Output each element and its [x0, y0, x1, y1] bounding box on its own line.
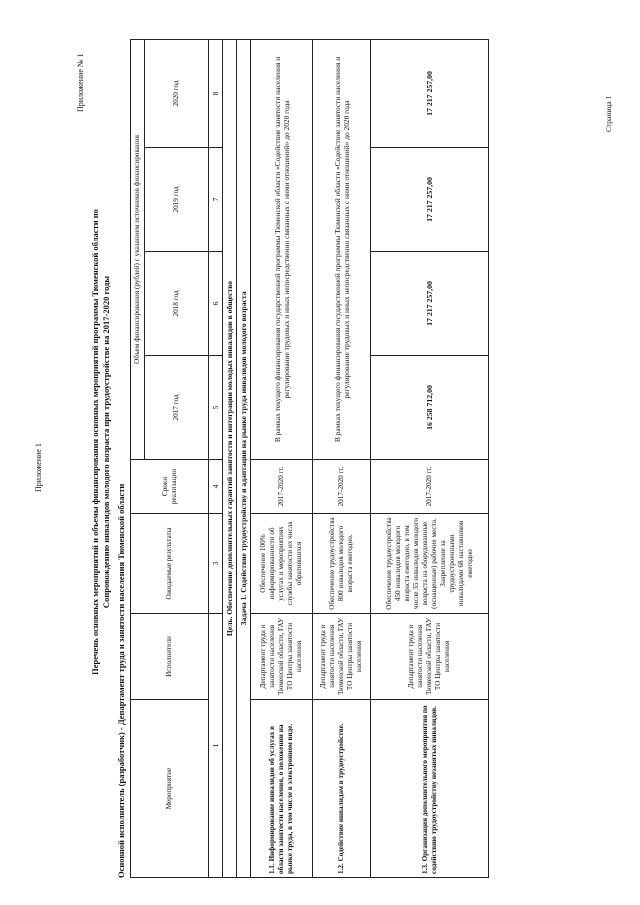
title-line-2: Сопровождению инвалидов молодого возраста при трудоустройстве на 2017-2020 годы [101, 275, 111, 609]
col-2018-header: 2018 год [145, 252, 209, 356]
col-funding-group-header: Объем финансирования (рублей) с указанием источников финансирования [131, 39, 145, 459]
task-row [237, 39, 251, 877]
amount-2018-cell: 17 217 257,00 [371, 252, 489, 356]
goal-row [223, 39, 237, 877]
col-number-3: 3 [209, 514, 223, 614]
appendix-label-center: Приложение 1 [34, 443, 43, 492]
header-row-1 [131, 39, 145, 877]
col-2020-header: 2020 год [145, 39, 209, 147]
measure-cell: 1.2. Содействие инвалидам в трудоустройстве. [313, 700, 371, 878]
amount-2017-cell: 16 258 712,00 [371, 356, 489, 460]
col-number-1: 1 [209, 614, 223, 878]
table-row [251, 39, 313, 877]
col-executors-header: Исполнители [131, 614, 209, 700]
col-number-6: 6 [209, 252, 223, 356]
landscape-sheet [20, 12, 620, 892]
measure-cell: 1.1. Информирование инвалидов об услугах в области занятости населения, о положении на рынке труда, в том числе в электронном виде. [251, 700, 313, 878]
table-row [371, 39, 489, 877]
col-number-5: 5 [209, 356, 223, 460]
col-number-8: 8 [209, 39, 223, 147]
col-number-7: 7 [209, 148, 223, 252]
col-results-header: Ожидаемые результаты [131, 514, 209, 614]
col-terms-header: Сроки реализации [131, 460, 209, 514]
terms-cell: 2017-2020 гг. [371, 460, 489, 514]
funding-note-cell: В рамках текущего финансирования государственной программы Тюменской области «Содействие занятости населения и регулирование трудовых и иных непосредственно связанных с ними отношений» до 2020 года [313, 39, 371, 459]
amount-2020-cell: 17 217 257,00 [371, 39, 489, 147]
responsible-executor: Основной исполнитель (разработчик) - Департамент труда и занятости населения Тюменской области [116, 483, 126, 878]
column-number-row [209, 39, 223, 877]
page-number: Страница 1 [604, 95, 613, 132]
col-measure-header: Мероприятие [131, 700, 209, 878]
title-line-1: Перечень основных мероприятий и объемы финансирования основных мероприятий программы Тюменской области по [90, 209, 100, 675]
results-cell: Обеспечение трудоустройства 450 инвалидов молодого возраста ежегодно, в том числе 35 инвалидов молодого возраста на оборудованные (оснащенные) рабочие места. Закрепление за трудоустроенными инвалидами 68 наставников ежегодно [371, 514, 489, 614]
executors-cell: Департамент труда и занятости населения Тюменской области, ГАУ ТО Центры занятости населения [251, 614, 313, 700]
col-number-4: 4 [209, 460, 223, 514]
task-text: Задача 1. Содействие трудоустройству и адаптации на рынке труда инвалидов молодого возраста [237, 39, 251, 877]
executors-cell: Департамент труда и занятости населения Тюменской области, ГАУ ТО Центры занятости населения [371, 614, 489, 700]
col-2017-header: 2017 год [145, 356, 209, 460]
table-row [313, 39, 371, 877]
executors-cell: Департамент труда и занятости населения Тюменской области, ГАУ ТО Центры занятости населения [313, 614, 371, 700]
results-cell: Обеспечение трудоустройства 800 инвалидов молодого возраста ежегодно. [313, 514, 371, 614]
document-title [90, 92, 112, 792]
col-2019-header: 2019 год [145, 148, 209, 252]
terms-cell: 2017-2020 гг. [313, 460, 371, 514]
appendix-label-right: Приложение № 1 [76, 53, 85, 112]
measure-cell: 1.3. Организация дополнительного мероприятия по содействию трудоустройству незанятых инвалидов. [371, 700, 489, 878]
funding-note-cell: В рамках текущего финансирования государственной программы Тюменской области «Содействие занятости населения и регулирование трудовых и иных непосредственно связанных с ними отношений» до 2020 года [251, 39, 313, 459]
results-cell: Обеспечение 100% информированности об услугах и мероприятиях службы занятости их числа обратившихся [251, 514, 313, 614]
measures-table [130, 39, 489, 878]
amount-2019-cell: 17 217 257,00 [371, 148, 489, 252]
goal-text: Цель. Обеспечение дополнительных гарантий занятости и интеграции молодых инвалидов в общество [223, 39, 237, 877]
terms-cell: 2017-2020 гг. [251, 460, 313, 514]
